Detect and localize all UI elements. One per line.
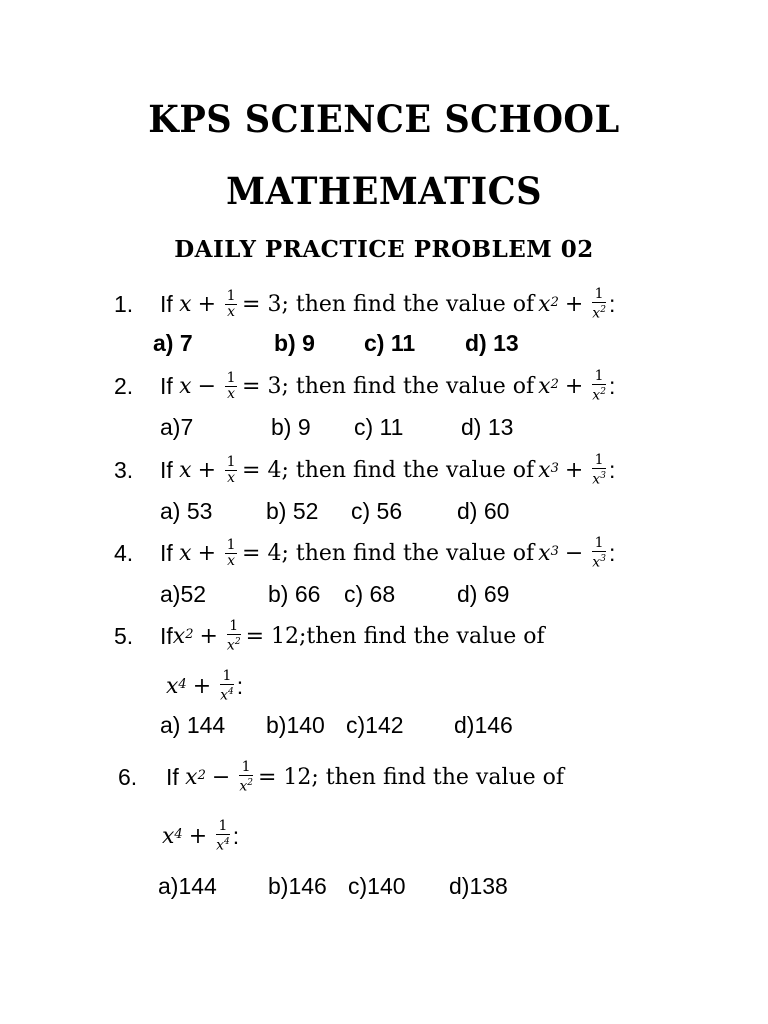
option-c[interactable]: c) 56 xyxy=(351,498,403,524)
option-d[interactable]: d) 60 xyxy=(457,498,510,524)
question-text: If x $^2$ + $\frac{1}{x^2}$ = 12;then find the value of xyxy=(160,617,545,654)
option-d[interactable]: d)138 xyxy=(449,873,508,899)
option-a[interactable]: a) 53 xyxy=(160,498,213,524)
question-number: 1. xyxy=(114,290,134,317)
option-b[interactable]: b)146 xyxy=(268,873,327,899)
option-b[interactable]: b) 52 xyxy=(266,498,319,524)
option-a[interactable]: a) 7 xyxy=(153,330,193,356)
option-d[interactable]: d)146 xyxy=(454,712,513,738)
question-text: If x − $\frac{1}{x}$ = 3; then find the value of x $^2$ + $\frac{1}{x^2}$ : xyxy=(160,367,616,404)
question-text: If x + $\frac{1}{x}$ = 4; then find the value of x $^3$ − $\frac{1}{x^3}$ : xyxy=(160,534,616,571)
option-b[interactable]: b) 9 xyxy=(271,414,311,440)
option-c[interactable]: c) 11 xyxy=(354,414,404,440)
question-4 xyxy=(0,529,768,577)
question-6 xyxy=(0,753,768,801)
school-title: KPS SCIENCE SCHOOL xyxy=(148,97,620,141)
option-a[interactable]: a)144 xyxy=(158,873,217,899)
question-2 xyxy=(0,362,768,410)
question-number: 6. xyxy=(118,763,138,790)
question-text: If x + $\frac{1}{x}$ = 4; then find the value of x $^3$ + $\frac{1}{x^3}$ : xyxy=(160,451,616,488)
option-c[interactable]: c) 68 xyxy=(344,581,396,607)
option-b[interactable]: b)140 xyxy=(266,712,325,738)
question-text: If x + $\frac{1}{x}$ = 3; then find the value of x $^2$ + $\frac{1}{x^2}$ : xyxy=(160,285,616,322)
subject-title: MATHEMATICS xyxy=(226,169,542,213)
option-a[interactable]: a)7 xyxy=(160,414,194,440)
option-a[interactable]: a)52 xyxy=(160,581,207,607)
question-number: 4. xyxy=(114,539,134,566)
sheet-title: DAILY PRACTICE PROBLEM 02 xyxy=(174,236,594,263)
option-c[interactable]: c)142 xyxy=(346,712,404,738)
question-number: 3. xyxy=(114,456,134,483)
option-b[interactable]: b) 9 xyxy=(274,330,315,356)
question-number: 5. xyxy=(114,622,134,649)
question-5 xyxy=(0,612,768,660)
option-d[interactable]: d) 13 xyxy=(461,414,514,440)
option-b[interactable]: b) 66 xyxy=(268,581,321,607)
question-6-continued: x $^4$ + $\frac{1}{x^4}$ : xyxy=(162,817,240,854)
question-1 xyxy=(0,280,768,328)
question-number: 2. xyxy=(114,372,134,399)
question-text: If x $^2$ − $\frac{1}{x^2}$ = 12; then find the value of xyxy=(166,758,565,795)
fraction: $\frac{1}{x}$ xyxy=(226,287,236,320)
option-d[interactable]: d) 13 xyxy=(465,330,519,356)
option-c[interactable]: c)140 xyxy=(348,873,406,899)
question-3 xyxy=(0,446,768,494)
option-d[interactable]: d) 69 xyxy=(457,581,510,607)
question-5-continued: x $^4$ + $\frac{1}{x^4}$ : xyxy=(166,667,244,704)
option-a[interactable]: a) 144 xyxy=(160,712,226,738)
option-c[interactable]: c) 11 xyxy=(364,330,416,356)
